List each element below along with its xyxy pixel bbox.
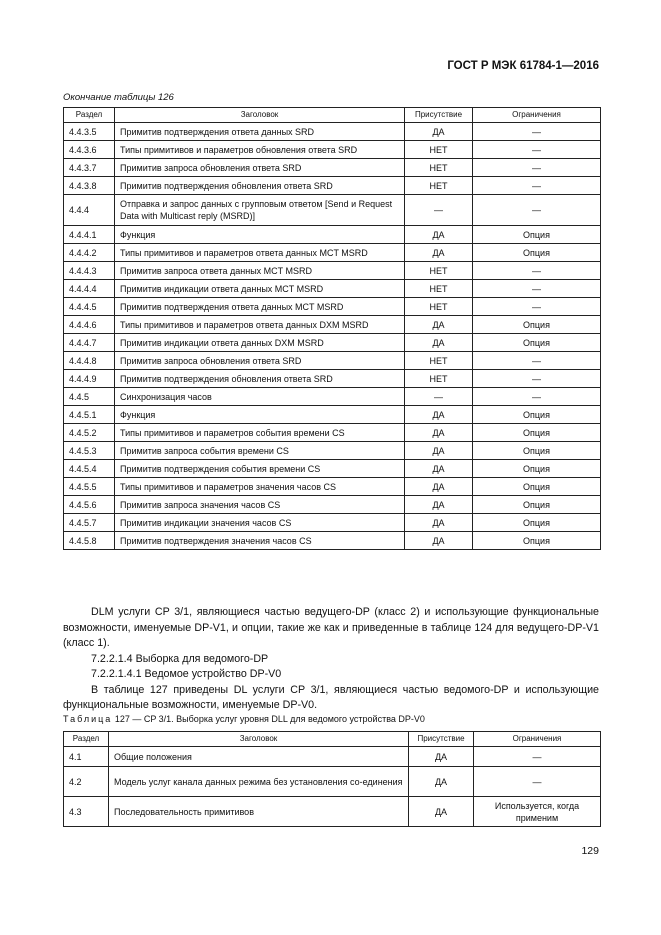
cell-title: Примитив запроса ответа данных MCT MSRD — [115, 262, 405, 280]
table-row — [64, 316, 601, 334]
column-header-title: Заголовок — [115, 108, 405, 123]
table2-caption-text: 127 — CP 3/1. Выборка услуг уровня DLL для ведомого устройства DP-V0 — [114, 714, 425, 724]
cell-presence: НЕТ — [405, 352, 473, 370]
cell-title: Примитив индикации значения часов CS — [115, 514, 405, 532]
cell-section: 4.4.5.7 — [64, 514, 115, 532]
cell-presence: НЕТ — [405, 370, 473, 388]
cell-presence: НЕТ — [405, 262, 473, 280]
cell-section: 4.4.3.5 — [64, 123, 115, 141]
cell-presence: ДА — [405, 514, 473, 532]
cell-section: 4.4.4.6 — [64, 316, 115, 334]
cell-section: 4.4.3.6 — [64, 141, 115, 159]
cell-restrictions: — — [474, 767, 601, 797]
table-row — [64, 226, 601, 244]
cell-restrictions: — — [473, 195, 601, 226]
cell-presence: НЕТ — [405, 159, 473, 177]
column-header-presence: Присутствие — [409, 732, 474, 747]
cell-section: 4.4.5 — [64, 388, 115, 406]
cell-title: Примитив подтверждения обновления ответа SRD — [115, 177, 405, 195]
cell-section: 4.4.4.9 — [64, 370, 115, 388]
cell-title: Примитив подтверждения ответа данных MCT MSRD — [115, 298, 405, 316]
cell-section: 4.1 — [64, 747, 109, 767]
cell-restrictions: Опция — [473, 406, 601, 424]
cell-restrictions: — — [473, 298, 601, 316]
cell-presence: ДА — [405, 226, 473, 244]
table-row — [64, 298, 601, 316]
table-126 — [63, 107, 601, 550]
cell-section: 4.4.4.5 — [64, 298, 115, 316]
table-row — [64, 177, 601, 195]
cell-presence: ДА — [409, 747, 474, 767]
cell-presence: ДА — [405, 334, 473, 352]
cell-title: Синхронизация часов — [115, 388, 405, 406]
cell-presence: ДА — [405, 460, 473, 478]
table-row — [64, 123, 601, 141]
table-127 — [63, 731, 601, 827]
table-row — [64, 496, 601, 514]
body-text — [63, 605, 599, 714]
cell-restrictions: Опция — [473, 460, 601, 478]
table-row — [64, 514, 601, 532]
cell-title: Типы примитивов и параметров ответа данных MCT MSRD — [115, 244, 405, 262]
cell-section: 4.4.3.7 — [64, 159, 115, 177]
cell-presence: НЕТ — [405, 280, 473, 298]
column-header-presence: Присутствие — [405, 108, 473, 123]
cell-title: Модель услуг канала данных режима без установления со-единения — [109, 767, 409, 797]
cell-restrictions: — — [473, 280, 601, 298]
cell-title: Общие положения — [109, 747, 409, 767]
table-row — [64, 747, 601, 767]
table-row — [64, 767, 601, 797]
cell-section: 4.4.4.3 — [64, 262, 115, 280]
cell-presence: НЕТ — [405, 298, 473, 316]
cell-title: Примитив подтверждения значения часов CS — [115, 532, 405, 550]
table-header-row — [64, 732, 601, 747]
cell-title: Примитив подтверждения события времени CS — [115, 460, 405, 478]
cell-title: Типы примитивов и параметров значения часов CS — [115, 478, 405, 496]
cell-title: Типы примитивов и параметров ответа данных DXM MSRD — [115, 316, 405, 334]
cell-restrictions: Опция — [473, 442, 601, 460]
cell-restrictions: Опция — [473, 514, 601, 532]
cell-title: Отправка и запрос данных с групповым ответом [Send и Request Data with Multicast reply (MSRD)] — [115, 195, 405, 226]
cell-restrictions: — — [473, 262, 601, 280]
cell-title: Функция — [115, 226, 405, 244]
cell-section: 4.2 — [64, 767, 109, 797]
cell-title: Примитив запроса события времени CS — [115, 442, 405, 460]
table-row — [64, 388, 601, 406]
cell-section: 4.4.4.8 — [64, 352, 115, 370]
cell-title: Примитив индикации ответа данных DXM MSRD — [115, 334, 405, 352]
cell-restrictions: — — [474, 747, 601, 767]
table-row — [64, 797, 601, 827]
paragraph: DLM услуги CP 3/1, являющиеся частью ведущего-DP (класс 2) и использующие функциональные возможности, именуемые DP-V1, и опции, такие же как и приведенные в таблице 124 для ведущего-DP-V1 (класс 1). — [63, 606, 599, 649]
cell-title: Функция — [115, 406, 405, 424]
subsection-heading: 7.2.2.1.4 Выборка для ведомого-DP — [91, 652, 269, 665]
table-row — [64, 352, 601, 370]
table-row — [64, 334, 601, 352]
table-row — [64, 424, 601, 442]
cell-presence: НЕТ — [405, 177, 473, 195]
cell-presence: ДА — [405, 424, 473, 442]
cell-title: Типы примитивов и параметров обновления ответа SRD — [115, 141, 405, 159]
subsection-heading: 7.2.2.1.4.1 Ведомое устройство DP-V0 — [91, 668, 282, 680]
cell-presence: ДА — [409, 767, 474, 797]
cell-restrictions: Опция — [473, 226, 601, 244]
paragraph: В таблице 127 приведены DL услуги CP 3/1, являющиеся частью ведомого-DP и использующие функциональные возможности, именуемые DP-V0. — [63, 683, 599, 711]
cell-section: 4.4.5.8 — [64, 532, 115, 550]
cell-presence: ДА — [405, 496, 473, 514]
column-header-title: Заголовок — [109, 732, 409, 747]
table-header-row — [64, 108, 601, 123]
cell-section: 4.4.5.5 — [64, 478, 115, 496]
column-header-restrictions: Ограничения — [473, 108, 601, 123]
cell-presence: ДА — [405, 123, 473, 141]
cell-restrictions: Опция — [473, 478, 601, 496]
cell-title: Примитив подтверждения обновления ответа SRD — [115, 370, 405, 388]
table-row — [64, 159, 601, 177]
cell-presence: ДА — [405, 532, 473, 550]
table-row — [64, 478, 601, 496]
cell-section: 4.4.5.2 — [64, 424, 115, 442]
table1-caption: Окончание таблицы 126 — [63, 92, 174, 103]
cell-presence: ДА — [405, 316, 473, 334]
cell-title: Примитив индикации ответа данных MCT MSRD — [115, 280, 405, 298]
cell-restrictions: — — [473, 177, 601, 195]
cell-restrictions: Опция — [473, 532, 601, 550]
cell-restrictions: Используется, когда применим — [474, 797, 601, 827]
cell-title: Примитив запроса значения часов CS — [115, 496, 405, 514]
cell-title: Примитив подтверждения ответа данных SRD — [115, 123, 405, 141]
table2-body — [64, 747, 601, 827]
page-number: 129 — [581, 845, 599, 857]
cell-section: 4.3 — [64, 797, 109, 827]
column-header-restrictions: Ограничения — [474, 732, 601, 747]
column-header-section: Раздел — [64, 108, 115, 123]
table-row — [64, 442, 601, 460]
table-row — [64, 244, 601, 262]
cell-restrictions: Опция — [473, 496, 601, 514]
table2-caption — [63, 714, 425, 724]
cell-presence: ДА — [405, 244, 473, 262]
cell-section: 4.4.5.1 — [64, 406, 115, 424]
table2-caption-label: Таблица — [63, 714, 113, 724]
cell-title: Примитив запроса обновления ответа SRD — [115, 352, 405, 370]
cell-section: 4.4.4.2 — [64, 244, 115, 262]
cell-section: 4.4.4 — [64, 195, 115, 226]
cell-presence: — — [405, 195, 473, 226]
table-row — [64, 280, 601, 298]
table-row — [64, 195, 601, 226]
cell-section: 4.4.5.4 — [64, 460, 115, 478]
cell-section: 4.4.4.1 — [64, 226, 115, 244]
cell-section: 4.4.4.7 — [64, 334, 115, 352]
cell-title: Последовательность примитивов — [109, 797, 409, 827]
cell-presence: — — [405, 388, 473, 406]
table-row — [64, 406, 601, 424]
cell-section: 4.4.5.6 — [64, 496, 115, 514]
cell-section: 4.4.5.3 — [64, 442, 115, 460]
cell-restrictions: — — [473, 370, 601, 388]
cell-restrictions: — — [473, 123, 601, 141]
column-header-section: Раздел — [64, 732, 109, 747]
cell-presence: НЕТ — [405, 141, 473, 159]
cell-title: Типы примитивов и параметров события времени CS — [115, 424, 405, 442]
table-row — [64, 262, 601, 280]
cell-presence: ДА — [405, 478, 473, 496]
cell-restrictions: — — [473, 141, 601, 159]
cell-restrictions: Опция — [473, 334, 601, 352]
cell-section: 4.4.4.4 — [64, 280, 115, 298]
table-row — [64, 460, 601, 478]
table-row — [64, 141, 601, 159]
cell-restrictions: — — [473, 159, 601, 177]
table-row — [64, 532, 601, 550]
cell-presence: ДА — [405, 406, 473, 424]
table1-body — [64, 123, 601, 550]
cell-title: Примитив запроса обновления ответа SRD — [115, 159, 405, 177]
cell-presence: ДА — [409, 797, 474, 827]
cell-restrictions: Опция — [473, 244, 601, 262]
table-row — [64, 370, 601, 388]
cell-section: 4.4.3.8 — [64, 177, 115, 195]
cell-presence: ДА — [405, 442, 473, 460]
cell-restrictions: Опция — [473, 316, 601, 334]
cell-restrictions: — — [473, 388, 601, 406]
cell-restrictions: Опция — [473, 424, 601, 442]
document-header: ГОСТ Р МЭК 61784-1—2016 — [447, 60, 599, 72]
cell-restrictions: — — [473, 352, 601, 370]
